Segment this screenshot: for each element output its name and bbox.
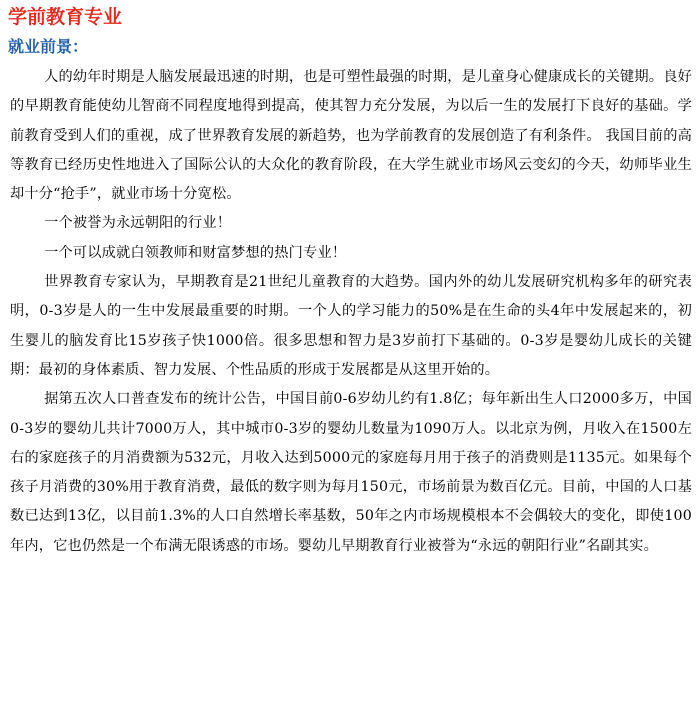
document-body: [10, 63, 692, 561]
paragraph-census-stats: 据第五次人口普查发布的统计公告，中国目前0-6岁幼儿约有1.8亿；每年新出生人口2000多万，中国0-3岁的婴幼儿共计7000万人，其中城市0-3岁的婴幼儿数量为1090万人。以北京为例，月收入在1500左右的家庭孩子的月消费额为532元，月收入达到5000元的家庭每月用于孩子的消费则是1135元。如果每个孩子月消费的30%用于教育消费，最低的数字则为每月150元，市场前景为数百亿元。目前，中国的人口基数已达到13亿，以目前1.3%的人口自然增长率基数，50年之内市场规模根本不会偶较大的变化，即使100年内，它也仍然是一个布满无限诱惑的市场。婴幼儿早期教育行业被誉为“永远的朝阳行业”名副其实。: [10, 391, 692, 554]
page-title: 学前教育专业: [8, 6, 123, 28]
paragraph-slogan-1: 一个被誉为永远朝阳的行业！: [44, 215, 232, 232]
paragraph-slogan-2: 一个可以成就白领教师和财富梦想的热门专业！: [44, 244, 347, 261]
section-heading: 就业前景：: [8, 37, 89, 56]
paragraph-intro: 人的幼年时期是人脑发展最迅速的时期，也是可塑性最强的时期，是儿童身心健康成长的关键期。良好的早期教育能使幼儿智商不同程度地得到提高，使其智力充分发展，为以后一生的发展打下良好的基础。学前教育受到人们的重视，成了世界教育发展的新趋势，也为学前教育的发展创造了有利条件。 我国目前的高等教育已经历史性地进入了国际公认的大众化的教育阶段，在大学生就业市场风云变幻的今天，幼师毕业生却十分“抢手”，就业市场十分宽松。: [10, 69, 692, 203]
paragraph-expert-view: 世界教育专家认为，早期教育是21世纪儿童教育的大趋势。国内外的幼儿发展研究机构多年的研究表明，0-3岁是人的一生中发展最重要的时期。一个人的学习能力的50%是在生命的头4年中发展起来的，初生婴儿的脑发育比15岁孩子快1000倍。很多思想和智力是3岁前打下基础的。0-3岁是婴幼儿成长的关键期：最初的身体素质、智力发展、个性品质的形成于发展都是从这里开始的。: [10, 274, 692, 378]
